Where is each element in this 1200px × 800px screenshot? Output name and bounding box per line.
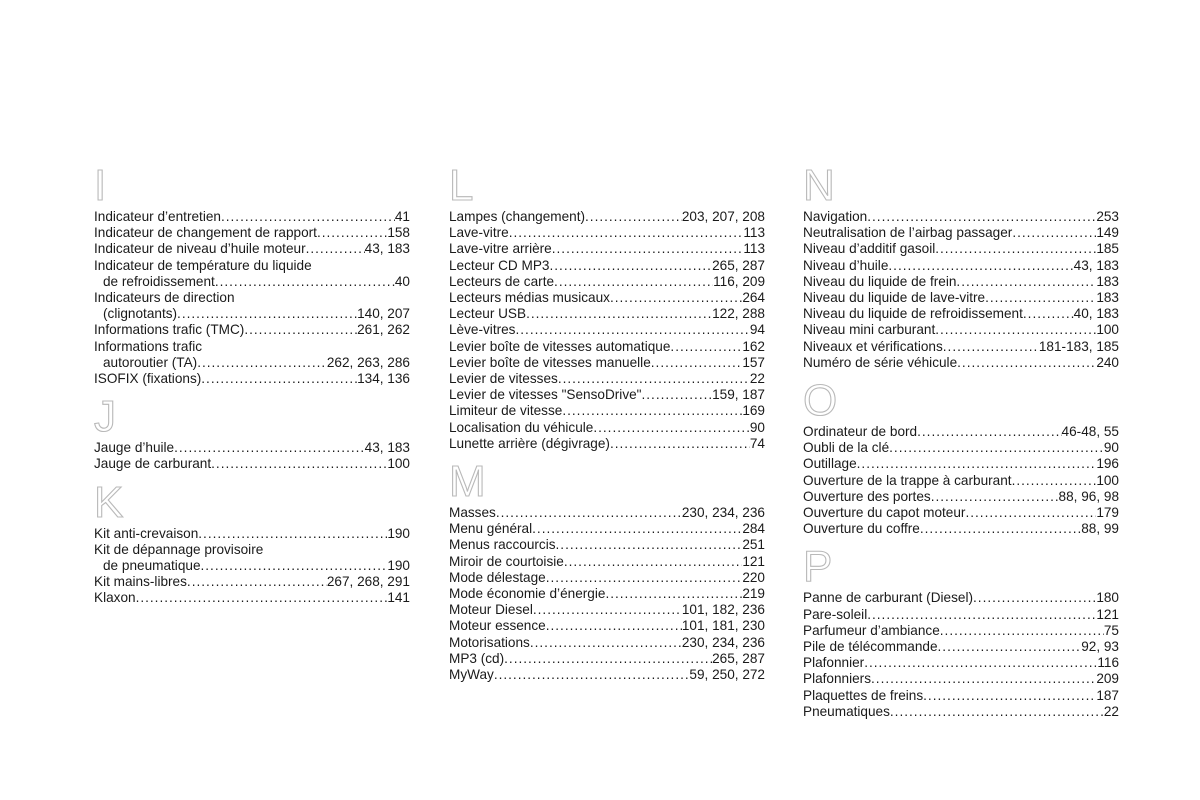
index-section-j bbox=[94, 394, 410, 472]
index-section-n bbox=[803, 163, 1119, 371]
index-entry bbox=[449, 306, 765, 322]
entry-pages: 90 bbox=[1103, 440, 1119, 456]
entry-text: Ouverture du coffre bbox=[803, 521, 920, 537]
entry-text: Niveau du liquide de lave-vitre bbox=[803, 290, 986, 306]
entry-pages: 209 bbox=[1096, 671, 1119, 687]
dot-leader bbox=[605, 586, 742, 602]
index-entry bbox=[449, 602, 765, 618]
dot-leader bbox=[965, 505, 1096, 521]
index-section-p bbox=[803, 544, 1119, 720]
entry-text: Klaxon bbox=[94, 590, 136, 606]
entry-text: Mode délestage bbox=[449, 569, 546, 585]
entry-text: Lecteurs de carte bbox=[449, 273, 555, 289]
index-entry bbox=[803, 623, 1119, 639]
index-entry bbox=[803, 639, 1119, 655]
dot-leader bbox=[562, 403, 742, 419]
dot-leader bbox=[940, 623, 1104, 639]
dot-leader bbox=[864, 655, 1097, 671]
entry-text: Ouverture de la trappe à carburant bbox=[803, 472, 1012, 488]
entry-pages: 43, 183 bbox=[364, 440, 410, 456]
index-entry bbox=[803, 688, 1119, 704]
dot-leader bbox=[136, 590, 388, 606]
entry-pages: 121 bbox=[1096, 606, 1119, 622]
entry-text: Plafonniers bbox=[803, 671, 872, 687]
index-entry bbox=[449, 537, 765, 553]
index-entry bbox=[449, 570, 765, 586]
dot-leader bbox=[642, 387, 713, 403]
index-entry bbox=[803, 306, 1119, 322]
dot-leader bbox=[985, 290, 1096, 306]
index-entry bbox=[94, 209, 410, 225]
index-entry bbox=[94, 558, 410, 574]
entry-text: Ouverture du capot moteur bbox=[803, 505, 966, 521]
dot-leader bbox=[556, 537, 743, 553]
entry-pages: 264 bbox=[742, 290, 765, 306]
index-entry bbox=[803, 505, 1119, 521]
entry-text: Moteur essence bbox=[449, 618, 546, 634]
entry-pages: 140, 207 bbox=[357, 306, 410, 322]
entry-pages: 267, 268, 291 bbox=[326, 574, 410, 590]
entry-pages: 40 bbox=[394, 273, 410, 289]
dot-leader bbox=[215, 274, 395, 290]
entry-text: Jauge de carburant bbox=[94, 456, 212, 472]
dot-leader bbox=[244, 322, 357, 338]
entry-text: Outillage bbox=[803, 456, 857, 472]
index-entry bbox=[803, 258, 1119, 274]
index-entry bbox=[449, 339, 765, 355]
entry-pages: 219 bbox=[742, 586, 765, 602]
entry-text: Lave-vitre bbox=[449, 225, 509, 241]
dot-leader bbox=[533, 602, 682, 618]
index-entry bbox=[803, 473, 1119, 489]
entry-pages: 261, 262 bbox=[357, 322, 410, 338]
entry-text: Indicateur d’entretien bbox=[94, 209, 221, 224]
index-entry bbox=[449, 403, 765, 419]
entry-pages: 74 bbox=[749, 435, 765, 451]
entry-pages: 240 bbox=[1096, 354, 1119, 370]
entry-text: Niveau d’additif gasoil bbox=[803, 241, 936, 257]
index-entry bbox=[94, 456, 410, 472]
dot-leader bbox=[1023, 306, 1074, 322]
entry-pages: 90 bbox=[749, 419, 765, 435]
index-section-m bbox=[449, 459, 765, 683]
index-entry bbox=[449, 274, 765, 290]
index-entry bbox=[94, 241, 410, 257]
index-entry bbox=[94, 590, 410, 606]
entry-pages: 190 bbox=[387, 558, 410, 574]
section-letter: J bbox=[94, 392, 116, 442]
index-entry bbox=[94, 355, 410, 371]
dot-leader bbox=[526, 306, 712, 322]
dot-leader bbox=[197, 355, 327, 371]
entry-pages: 41 bbox=[394, 209, 410, 224]
dot-leader bbox=[221, 209, 395, 225]
dot-leader bbox=[920, 521, 1081, 537]
index-entry bbox=[449, 667, 765, 683]
entry-pages: 141 bbox=[387, 590, 410, 606]
index-entry bbox=[449, 521, 765, 537]
dot-leader bbox=[201, 558, 388, 574]
entry-text: Lampes (changement) bbox=[449, 209, 586, 224]
dot-leader bbox=[935, 241, 1096, 257]
dot-leader bbox=[867, 209, 1096, 225]
entry-pages: 284 bbox=[742, 521, 765, 537]
index-entry bbox=[94, 574, 410, 590]
entry-pages: 187 bbox=[1096, 687, 1119, 703]
entry-text: Informations trafic (TMC) bbox=[94, 322, 245, 338]
entry-pages: 100 bbox=[1096, 322, 1119, 338]
dot-leader bbox=[496, 505, 682, 521]
entry-pages: 149 bbox=[1096, 225, 1119, 241]
index-entry bbox=[803, 225, 1119, 241]
entry-text: Panne de carburant (Diesel) bbox=[803, 590, 974, 606]
dot-leader bbox=[187, 574, 327, 590]
section-letter: I bbox=[94, 161, 107, 210]
entry-text: Ouverture des portes bbox=[803, 488, 931, 504]
entry-pages: 116 bbox=[1097, 655, 1119, 671]
entry-text: Niveau du liquide de frein bbox=[803, 273, 957, 289]
entry-pages: 46-48, 55 bbox=[1061, 424, 1119, 440]
index-entry bbox=[449, 505, 765, 521]
index-entry-heading: Kit de dépannage provisoire bbox=[94, 541, 264, 557]
entry-text: Miroir de courtoisie bbox=[449, 553, 564, 569]
index-entry bbox=[449, 387, 765, 403]
entry-pages: 162 bbox=[742, 338, 765, 354]
index-entry bbox=[449, 258, 765, 274]
dot-leader bbox=[549, 258, 712, 274]
dot-leader bbox=[610, 436, 750, 452]
index-entry bbox=[94, 274, 410, 290]
dot-leader bbox=[306, 241, 365, 257]
dot-leader bbox=[585, 209, 682, 225]
entry-text: ISOFIX (fixations) bbox=[94, 371, 202, 387]
section-letter: O bbox=[803, 376, 838, 426]
entry-pages: 183 bbox=[1096, 290, 1119, 306]
entry-text: Jauge d’huile bbox=[94, 440, 175, 456]
dot-leader bbox=[871, 671, 1096, 687]
section-letter: M bbox=[449, 457, 486, 507]
dot-leader bbox=[867, 607, 1096, 623]
entry-pages: 94 bbox=[749, 322, 765, 338]
index-entry bbox=[449, 554, 765, 570]
entry-pages: 92, 93 bbox=[1081, 639, 1119, 655]
entry-text: Numéro de série véhicule bbox=[803, 354, 958, 370]
dot-leader bbox=[890, 704, 1104, 720]
index-entry bbox=[803, 607, 1119, 623]
index-entry bbox=[449, 651, 765, 667]
entry-text: Pneumatiques bbox=[803, 703, 890, 719]
entry-text: Menus raccourcis bbox=[449, 537, 556, 553]
dot-leader bbox=[554, 274, 713, 290]
entry-text: Kit mains-libres bbox=[94, 574, 187, 590]
dot-leader bbox=[931, 489, 1059, 505]
index-entry-heading: Informations trafic bbox=[94, 338, 203, 354]
dot-leader bbox=[198, 526, 387, 542]
dot-leader bbox=[610, 290, 742, 306]
entry-text: Lave-vitre arrière bbox=[449, 241, 552, 257]
entry-text: MP3 (cd) bbox=[449, 650, 505, 666]
dot-leader bbox=[935, 322, 1096, 338]
entry-pages: 185 bbox=[1096, 241, 1119, 257]
entry-pages: 43, 183 bbox=[1073, 257, 1119, 273]
index-entry bbox=[449, 586, 765, 602]
entry-text: Indicateur de niveau d’huile moteur bbox=[94, 241, 306, 257]
dot-leader bbox=[530, 635, 682, 651]
index-section-o bbox=[803, 378, 1119, 537]
dot-leader bbox=[177, 306, 357, 322]
entry-pages: 88, 99 bbox=[1081, 521, 1119, 537]
entry-pages: 100 bbox=[1096, 472, 1119, 488]
index-entry bbox=[803, 440, 1119, 456]
entry-pages: 203, 207, 208 bbox=[681, 209, 765, 224]
entry-text: Niveau du liquide de refroidissement bbox=[803, 306, 1023, 322]
entry-text: Oubli de la clé bbox=[803, 440, 890, 456]
index-entry bbox=[803, 274, 1119, 290]
entry-text: Lunette arrière (dégivrage) bbox=[449, 435, 610, 451]
dot-leader bbox=[317, 225, 387, 241]
entry-text: Pile de télécommande bbox=[803, 639, 938, 655]
entry-text: Ordinateur de bord bbox=[803, 424, 918, 440]
entry-text: Menu général bbox=[449, 521, 533, 537]
entry-text: de pneumatique bbox=[103, 558, 201, 574]
entry-pages: 265, 287 bbox=[712, 257, 765, 273]
entry-pages: 22 bbox=[749, 371, 765, 387]
index-entry bbox=[94, 371, 410, 387]
entry-pages: 159, 187 bbox=[712, 387, 765, 403]
index-entry bbox=[803, 209, 1119, 225]
index-entry bbox=[449, 635, 765, 651]
dot-leader bbox=[1012, 473, 1097, 489]
entry-text: autoroutier (TA) bbox=[103, 354, 198, 370]
dot-leader bbox=[917, 424, 1061, 440]
section-letter: N bbox=[803, 161, 835, 210]
entry-text: de refroidissement bbox=[103, 273, 215, 289]
entry-text: Navigation bbox=[803, 209, 868, 224]
entry-pages: 180 bbox=[1096, 590, 1119, 606]
entry-text: Indicateur de changement de rapport bbox=[94, 225, 317, 241]
entry-text: Plafonnier bbox=[803, 655, 865, 671]
index-entry bbox=[449, 225, 765, 241]
entry-pages: 158 bbox=[387, 225, 410, 241]
dot-leader bbox=[201, 371, 357, 387]
dot-leader bbox=[923, 688, 1096, 704]
entry-pages: 122, 288 bbox=[712, 306, 765, 322]
index-entry bbox=[94, 225, 410, 241]
entry-pages: 43, 183 bbox=[364, 241, 410, 257]
entry-text: Levier boîte de vitesses automatique bbox=[449, 338, 671, 354]
index-entry bbox=[803, 671, 1119, 687]
index-column-1 bbox=[94, 163, 410, 607]
dot-leader bbox=[515, 322, 749, 338]
entry-pages: 101, 182, 236 bbox=[681, 602, 765, 618]
entry-text: Niveau mini carburant bbox=[803, 322, 936, 338]
entry-text: Neutralisation de l’airbag passager bbox=[803, 225, 1013, 241]
entry-text: Lecteur USB bbox=[449, 306, 527, 322]
dot-leader bbox=[211, 456, 387, 472]
entry-pages: 230, 234, 236 bbox=[681, 505, 765, 521]
entry-pages: 113 bbox=[743, 241, 765, 257]
entry-text: Niveaux et vérifications bbox=[803, 338, 943, 354]
dot-leader bbox=[532, 521, 742, 537]
dot-leader bbox=[888, 258, 1073, 274]
dot-leader bbox=[1012, 225, 1096, 241]
entry-pages: 121 bbox=[742, 553, 765, 569]
entry-pages: 262, 263, 286 bbox=[326, 354, 410, 370]
entry-pages: 100 bbox=[387, 456, 410, 472]
entry-text: Parfumeur d’ambiance bbox=[803, 622, 940, 638]
entry-text: Lecteurs médias musicaux bbox=[449, 290, 610, 306]
entry-pages: 40, 183 bbox=[1073, 306, 1119, 322]
index-entry-heading: Indicateurs de direction bbox=[94, 290, 235, 306]
index-section-i bbox=[94, 163, 410, 387]
entry-text: Masses bbox=[449, 505, 496, 521]
index-entry bbox=[803, 655, 1119, 671]
dot-leader bbox=[564, 554, 742, 570]
section-letter: K bbox=[94, 477, 124, 527]
index-entry bbox=[803, 355, 1119, 371]
index-entry bbox=[803, 489, 1119, 505]
index-entry bbox=[449, 322, 765, 338]
index-entry bbox=[803, 339, 1119, 355]
dot-leader bbox=[504, 651, 712, 667]
entry-text: Lève-vitres bbox=[449, 322, 516, 338]
entry-pages: 101, 181, 230 bbox=[681, 618, 765, 634]
index-entry bbox=[803, 590, 1119, 606]
entry-pages: 230, 234, 236 bbox=[681, 634, 765, 650]
entry-text: Limiteur de vitesse bbox=[449, 403, 563, 419]
index-entry bbox=[449, 618, 765, 634]
entry-text: Moteur Diesel bbox=[449, 602, 533, 618]
entry-pages: 253 bbox=[1096, 209, 1119, 224]
entry-text: Pare-soleil bbox=[803, 606, 868, 622]
index-entry bbox=[449, 290, 765, 306]
index-entry bbox=[449, 436, 765, 452]
index-section-k bbox=[94, 477, 410, 607]
entry-pages: 190 bbox=[387, 525, 410, 541]
entry-pages: 113 bbox=[743, 225, 765, 241]
index-entry bbox=[449, 241, 765, 257]
index-entry bbox=[803, 322, 1119, 338]
index-entry bbox=[449, 420, 765, 436]
index-section-l bbox=[449, 163, 765, 452]
dot-leader bbox=[552, 241, 744, 257]
dot-leader bbox=[509, 225, 744, 241]
index-entry bbox=[94, 322, 410, 338]
entry-text: MyWay bbox=[449, 667, 494, 683]
dot-leader bbox=[651, 355, 743, 371]
entry-pages: 220 bbox=[742, 569, 765, 585]
index-entry bbox=[94, 306, 410, 322]
dot-leader bbox=[593, 420, 750, 436]
index-entry bbox=[803, 424, 1119, 440]
entry-text: Localisation du véhicule bbox=[449, 419, 594, 435]
entry-text: Kit anti-crevaison bbox=[94, 525, 199, 541]
dot-leader bbox=[857, 456, 1097, 472]
entry-text: Motorisations bbox=[449, 634, 530, 650]
entry-pages: 251 bbox=[742, 537, 765, 553]
dot-leader bbox=[973, 590, 1096, 606]
entry-text: Mode économie d’énergie bbox=[449, 586, 606, 602]
dot-leader bbox=[889, 440, 1104, 456]
entry-pages: 169 bbox=[742, 403, 765, 419]
entry-pages: 22 bbox=[1103, 703, 1119, 719]
dot-leader bbox=[956, 274, 1096, 290]
section-letter: L bbox=[449, 161, 474, 210]
entry-pages: 181-183, 185 bbox=[1038, 338, 1119, 354]
dot-leader bbox=[938, 639, 1082, 655]
dot-leader bbox=[494, 667, 690, 683]
entry-pages: 183 bbox=[1096, 273, 1119, 289]
dot-leader bbox=[670, 339, 742, 355]
entry-pages: 134, 136 bbox=[357, 371, 410, 387]
index-column-2 bbox=[449, 163, 765, 683]
index-entry bbox=[94, 440, 410, 456]
entry-text: Plaquettes de freins bbox=[803, 687, 924, 703]
dot-leader bbox=[957, 355, 1096, 371]
entry-text: Lecteur CD MP3 bbox=[449, 257, 550, 273]
index-entry bbox=[449, 355, 765, 371]
index-column-3 bbox=[803, 163, 1119, 720]
section-letter: P bbox=[803, 542, 833, 592]
index-entry bbox=[803, 456, 1119, 472]
index-entry bbox=[803, 290, 1119, 306]
dot-leader bbox=[546, 570, 743, 586]
entry-pages: 75 bbox=[1103, 622, 1119, 638]
entry-pages: 265, 287 bbox=[712, 650, 765, 666]
index-entry bbox=[803, 704, 1119, 720]
entry-text: (clignotants) bbox=[103, 306, 178, 322]
index-entry bbox=[803, 241, 1119, 257]
dot-leader bbox=[546, 618, 682, 634]
entry-text: Levier boîte de vitesses manuelle bbox=[449, 354, 651, 370]
dot-leader bbox=[174, 440, 365, 456]
entry-pages: 88, 96, 98 bbox=[1058, 488, 1119, 504]
entry-pages: 59, 250, 272 bbox=[689, 667, 765, 683]
index-entry bbox=[449, 371, 765, 387]
entry-text: Levier de vitesses bbox=[449, 371, 558, 387]
entry-pages: 116, 209 bbox=[713, 273, 765, 289]
index-entry bbox=[449, 209, 765, 225]
entry-pages: 179 bbox=[1096, 505, 1119, 521]
index-entry-heading: Indicateur de température du liquide bbox=[94, 257, 312, 273]
index-entry bbox=[803, 521, 1119, 537]
entry-text: Niveau d’huile bbox=[803, 257, 889, 273]
dot-leader bbox=[558, 371, 750, 387]
entry-pages: 196 bbox=[1096, 456, 1119, 472]
dot-leader bbox=[943, 339, 1039, 355]
entry-text: Levier de vitesses "SensoDrive" bbox=[449, 387, 642, 403]
index-entry bbox=[94, 526, 410, 542]
entry-pages: 157 bbox=[742, 354, 765, 370]
